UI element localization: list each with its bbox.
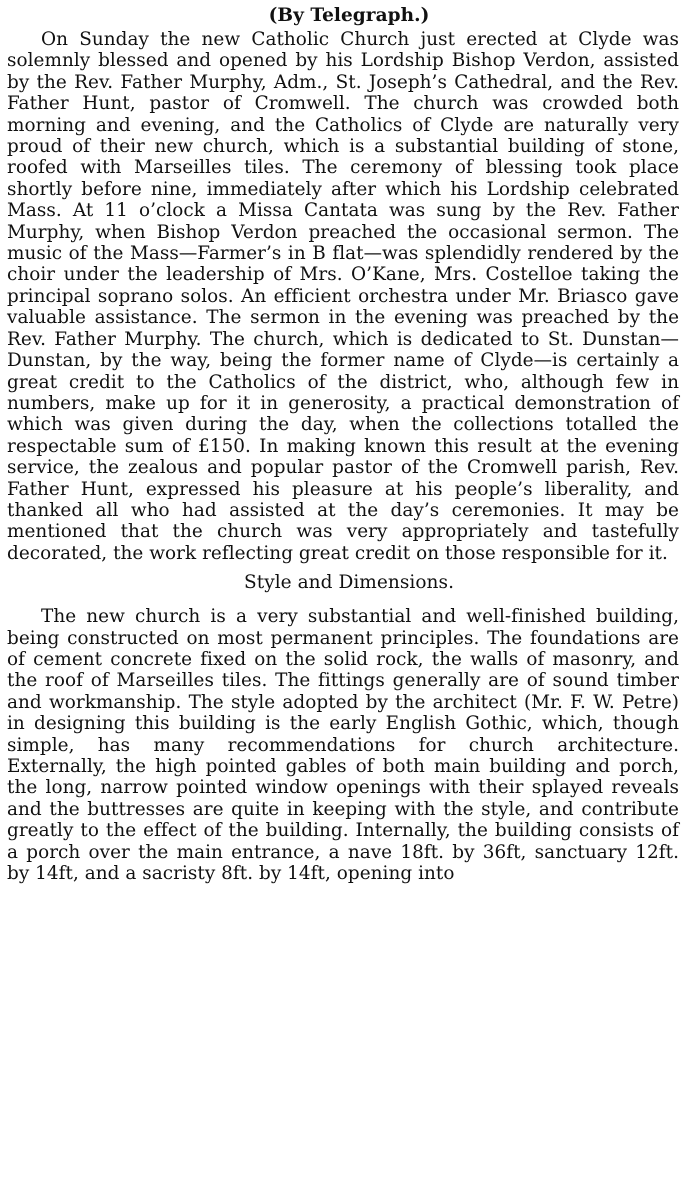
article-heading: (By Telegraph.) [268,5,430,26]
article-paragraph-1: On Sunday the new Catholic Church just erected at Clyde was solemnly blessed and opened by his Lordship Bishop Verdon, assisted by the Rev. Father Murphy, Adm., St. Joseph’s Cathedral, and the Rev. Father Hunt, pastor of Cromwell. The church was crowded both morning and evening, and the Catholics of Clyde are naturally very proud of their new church, which is a substantial building of stone, roofed with Marseilles tiles. The ceremony of blessing took place shortly before nine, immediately after which his Lordship celebrated Mass. At 11 o’clock a Missa Cantata was sung by the Rev. Father Murphy, when Bishop Verdon preached the occasional sermon. The music of the Mass—Farmer’s in B flat—was splendidly rendered by the choir under the leadership of Mrs. O’Kane, Mrs. Costelloe taking the principal soprano solos. An efficient orchestra under Mr. Briasco gave valuable assistance. The sermon in the evening was preached by the Rev. Father Murphy. The church, which is dedicated to St. Dunstan—Dunstan, by the way, being the former name of Clyde—is certainly a great credit to the Catholics of the district, who, although few in numbers, make up for it in generosity, a practical demonstration of which was given during the day, when the collections totalled the respectable sum of £150. In making known this result at the evening service, the zealous and popular pastor of the Cromwell parish, Rev. Father Hunt, expressed his pleasure at his people’s liberality, and thanked all who had assisted at the day’s ceremonies. It may be mentioned that the church was very appropriately and tastefully decorated, the work reflecting great credit on those responsible for it. [7,29,679,564]
article-paragraph-2: The new church is a very substantial and well-finished building, being constructed on most permanent principles. The foundations are of cement concrete fixed on the solid rock, the walls of masonry, and the roof of Marseilles tiles. The fittings generally are of sound timber and workmanship. The style adopted by the architect (Mr. F. W. Petre) in designing this building is the early English Gothic, which, though simple, has many recommendations for church architecture. Externally, the high pointed gables of both main building and porch, the long, narrow pointed window openings with their splayed reveals and the buttresses are quite in keeping with the style, and contribute greatly to the effect of the building. Internally, the building consists of a porch over the main entrance, a nave 18ft. by 36ft, sanctuary 12ft. by 14ft, and a sacristy 8ft. by 14ft, opening into [7,606,679,885]
article-subheading: Style and Dimensions. [243,572,454,594]
